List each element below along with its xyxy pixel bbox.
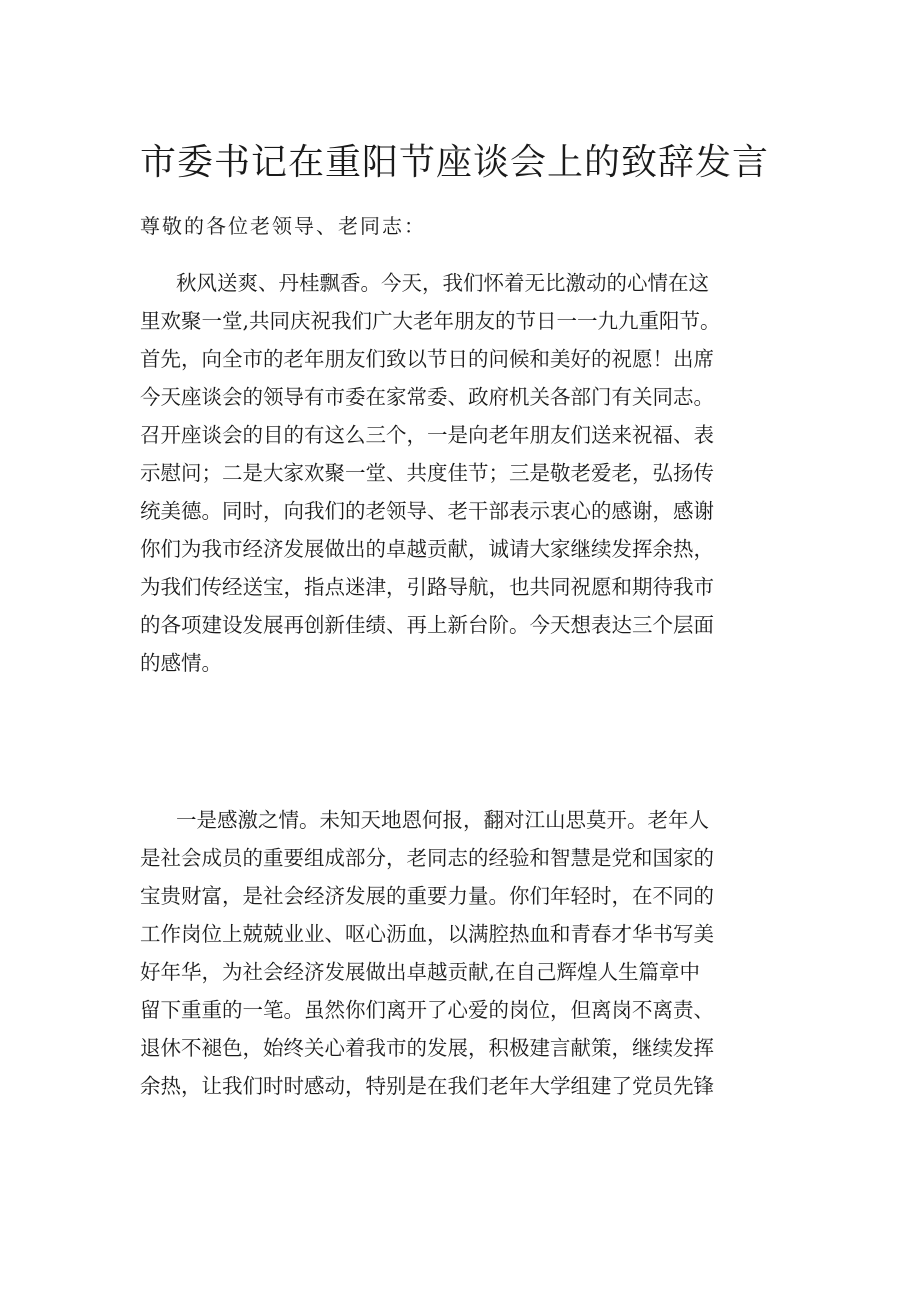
salutation: 尊敬的各位老领导、老同志：	[140, 214, 426, 238]
text-line: 留下重重的一笔。虽然你们离开了心爱的岗位，但离岗不离责、	[140, 998, 714, 1022]
text-line: 你们为我市经济发展做出的卓越贡献，诚请大家继续发挥余热，	[140, 537, 714, 561]
text-line: 召开座谈会的目的有这么三个，一是向老年朋友们送来祝福、表	[140, 423, 714, 447]
paragraph-gratitude	[140, 801, 800, 1105]
text-line: 秋风送爽、丹桂飘香。今天，我们怀着无比激动的心情在这	[176, 271, 709, 295]
text-line: 统美德。同时，向我们的老领导、老干部表示衷心的感谢，感谢	[140, 499, 714, 523]
text-line: 一是感激之情。未知天地恩何报，翻对江山思莫开。老年人	[176, 808, 709, 832]
text-line: 里欢聚一堂,共同庆祝我们广大老年朋友的节日一一九九重阳节。	[140, 309, 721, 333]
text-line: 宝贵财富，是社会经济发展的重要力量。你们年轻时，在不同的	[140, 884, 714, 908]
text-line: 首先，向全市的老年朋友们致以节日的问候和美好的祝愿！出席	[140, 347, 714, 371]
text-line: 为我们传经送宝，指点迷津，引路导航，也共同祝愿和期待我市	[140, 575, 714, 599]
text-line: 是社会成员的重要组成部分，老同志的经验和智慧是党和国家的	[140, 846, 714, 870]
paragraph-opening	[140, 264, 800, 682]
text-line: 的感情。	[140, 651, 222, 675]
text-line: 示慰问；二是大家欢聚一堂、共度佳节；三是敬老爱老，弘扬传	[140, 461, 714, 485]
text-line: 好年华，为社会经济发展做出卓越贡献,在自己辉煌人生篇章中	[140, 960, 701, 984]
text-line: 退休不褪色，始终关心着我市的发展，积极建言献策，继续发挥	[140, 1036, 714, 1060]
text-line: 余热，让我们时时感动，特别是在我们老年大学组建了党员先锋	[140, 1074, 714, 1098]
text-line: 的各项建设发展再创新佳绩、再上新台阶。今天想表达三个层面	[140, 613, 714, 637]
text-line: 今天座谈会的领导有市委在家常委、政府机关各部门有关同志。	[140, 385, 714, 409]
text-line: 工作岗位上兢兢业业、呕心沥血，以满腔热血和青春才华书写美	[140, 922, 714, 946]
document-title: 市委书记在重阳节座谈会上的致辞发言	[140, 142, 770, 183]
